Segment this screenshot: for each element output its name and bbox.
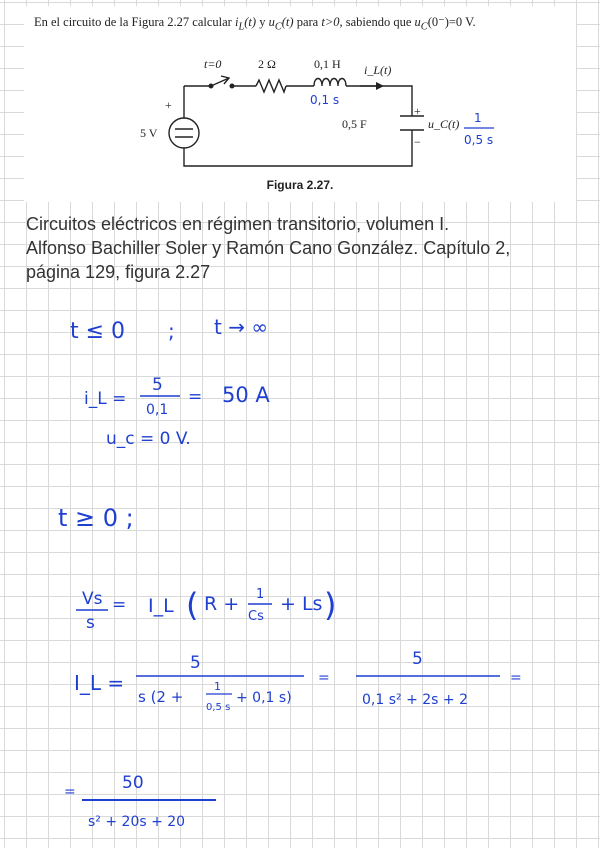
note-cs-den: Cs (248, 609, 264, 624)
current-label: i_L(t) (364, 63, 392, 77)
figure-caption: Figura 2.27. (266, 178, 334, 192)
uc-arg: (t) (281, 15, 294, 29)
hw-inductor-impedance: 0,1 s (310, 93, 340, 107)
note-r-term: R + (204, 593, 240, 615)
para-word: para (296, 15, 319, 29)
note-f1-den-b: + 0,1 s) (236, 690, 292, 706)
note-ls-term: + Ls (280, 593, 323, 615)
t-condition: t>0 (321, 15, 340, 29)
note-t-le-0: t ≤ 0 (70, 319, 126, 344)
note-il-result: 50 A (222, 383, 270, 407)
note-cs-num: 1 (256, 587, 265, 602)
resistor-label: 2 Ω (258, 57, 276, 71)
il-symbol: i (234, 15, 239, 29)
il-subscript: L (238, 21, 245, 33)
note-f1-num: 5 (190, 653, 201, 673)
note-f1-frac-den: 0,5 s (206, 702, 231, 713)
note-vs-num: Vs (82, 589, 103, 609)
note-f3-num: 50 (122, 773, 144, 793)
problem-middle: , sabiendo que (339, 15, 412, 29)
capacitor-plus: + (414, 104, 421, 118)
inductor-label: 0,1 H (314, 57, 341, 71)
note-eq-2: = (318, 670, 330, 686)
note-il-den: 0,1 (146, 402, 169, 418)
note-f2-den: 0,1 s² + 2s + 2 (362, 692, 468, 708)
note-uc: u_c = 0 V. (106, 429, 191, 449)
conj-y: y (259, 15, 266, 29)
citation-line-1: Circuitos eléctricos en régimen transitorio, volumen I. (26, 214, 450, 234)
note-f3-den: s² + 20s + 20 (88, 814, 186, 830)
note-t-ge-0: t ≥ 0 ; (58, 504, 134, 532)
note-paren-open: ( (186, 586, 199, 624)
note-semicolon-1: ; (168, 319, 175, 343)
uc0-symbol: u (414, 15, 421, 29)
note-paren-close: ) (324, 586, 337, 624)
note-il-eq: = (188, 387, 203, 407)
uc0-subscript: C (420, 21, 428, 33)
source-label: 5 V (140, 126, 158, 140)
il-arg: (t) (244, 15, 257, 29)
source-plus: + (165, 98, 172, 112)
note-f1-den-a: s (2 + (138, 688, 184, 706)
uc-label: u_C(t) (428, 117, 460, 131)
switch-label: t=0 (204, 57, 222, 71)
note-il-symbol: I_L (148, 595, 174, 617)
uc-symbol: u (268, 15, 275, 29)
note-eq-1: = (112, 595, 127, 615)
note-il-lhs: i_L = (84, 389, 127, 409)
note-f1-frac-num: 1 (214, 680, 221, 693)
hw-cap-impedance-num: 1 (474, 111, 482, 125)
capacitor-label: 0,5 F (342, 117, 367, 131)
note-f2-num: 5 (412, 649, 423, 669)
uc0-arg: (0⁻)=0 V. (427, 15, 476, 29)
note-vs-den: s (86, 613, 95, 633)
problem-prefix: En el circuito de la Figura 2.27 calcular (34, 15, 232, 29)
note-big-il: I_L = (74, 671, 125, 695)
note-t-inf: t → ∞ (214, 315, 268, 339)
note-eq-3: = (510, 670, 522, 686)
capacitor-minus: − (414, 135, 421, 149)
citation-line-2: Alfonso Bachiller Soler y Ramón Cano González. Capítulo 2, (26, 238, 511, 258)
citation-line-3: página 129, figura 2.27 (26, 262, 211, 282)
uc-subscript: C (274, 21, 282, 33)
note-il-num: 5 (152, 375, 163, 395)
note-eq-4: = (64, 784, 76, 800)
hw-cap-impedance-den: 0,5 s (464, 133, 494, 147)
